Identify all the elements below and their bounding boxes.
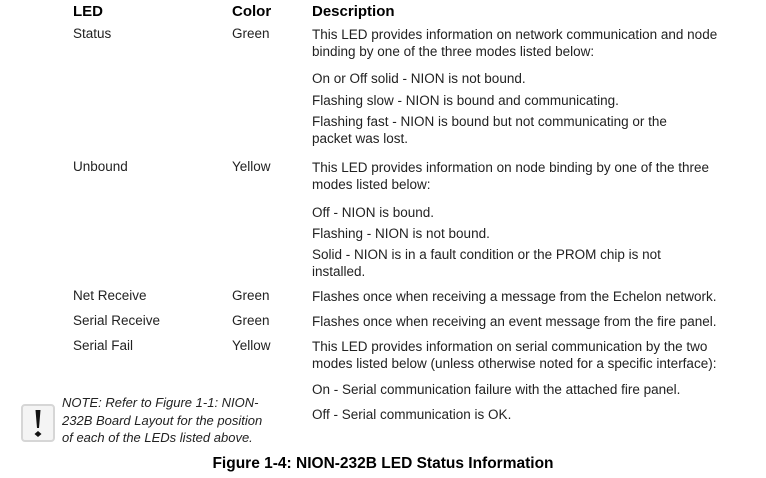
led-color: Green: [232, 313, 270, 328]
mode-line: Flashing slow - NION is bound and communicating.: [312, 93, 619, 108]
led-color: Green: [232, 26, 270, 41]
exclamation-icon: [21, 404, 55, 442]
mode-line: On - Serial communication failure with the attached fire panel.: [312, 382, 681, 397]
led-color: Green: [232, 288, 270, 303]
note-line: of each of the LEDs listed above.: [62, 430, 253, 445]
description-line: Flashes once when receiving a message from the Echelon network.: [312, 289, 717, 304]
mode-line: On or Off solid - NION is not bound.: [312, 71, 526, 86]
description-line: This LED provides information on node binding by one of the three: [312, 160, 709, 175]
description-line: modes listed below:: [312, 177, 431, 192]
description-line: This LED provides information on serial communication by the two: [312, 339, 708, 354]
led-name: Serial Fail: [73, 338, 134, 353]
led-color: Yellow: [232, 338, 271, 353]
header-color: Color: [232, 3, 272, 20]
led-name: Status: [73, 26, 112, 41]
description-line: modes listed below (unless otherwise noted for a specific interface):: [312, 356, 717, 371]
note-line: NOTE: Refer to Figure 1-1: NION-: [62, 395, 259, 410]
mode-line: packet was lost.: [312, 131, 409, 146]
description-line: binding by one of the three modes listed below:: [312, 44, 595, 59]
header-led: LED: [73, 3, 103, 20]
header-description: Description: [312, 3, 395, 20]
figure-caption: Figure 1-4: NION-232B LED Status Information: [212, 455, 554, 472]
mode-line: Flashing fast - NION is bound but not communicating or the: [312, 114, 667, 129]
description-line: Flashes once when receiving an event message from the fire panel.: [312, 314, 717, 329]
led-color: Yellow: [232, 159, 271, 174]
mode-line: Off - NION is bound.: [312, 205, 435, 220]
mode-line: installed.: [312, 264, 366, 279]
description-line: This LED provides information on network communication and node: [312, 27, 718, 42]
note-text: [62, 394, 292, 447]
note-line: 232B Board Layout for the position: [62, 412, 263, 428]
mode-line: Off - Serial communication is OK.: [312, 407, 512, 422]
led-name: Unbound: [73, 159, 128, 174]
led-name: Serial Receive: [73, 313, 161, 328]
mode-line: Flashing - NION is not bound.: [312, 226, 490, 241]
led-name: Net Receive: [73, 288, 147, 303]
mode-line: Solid - NION is in a fault condition or the PROM chip is not: [312, 247, 661, 262]
